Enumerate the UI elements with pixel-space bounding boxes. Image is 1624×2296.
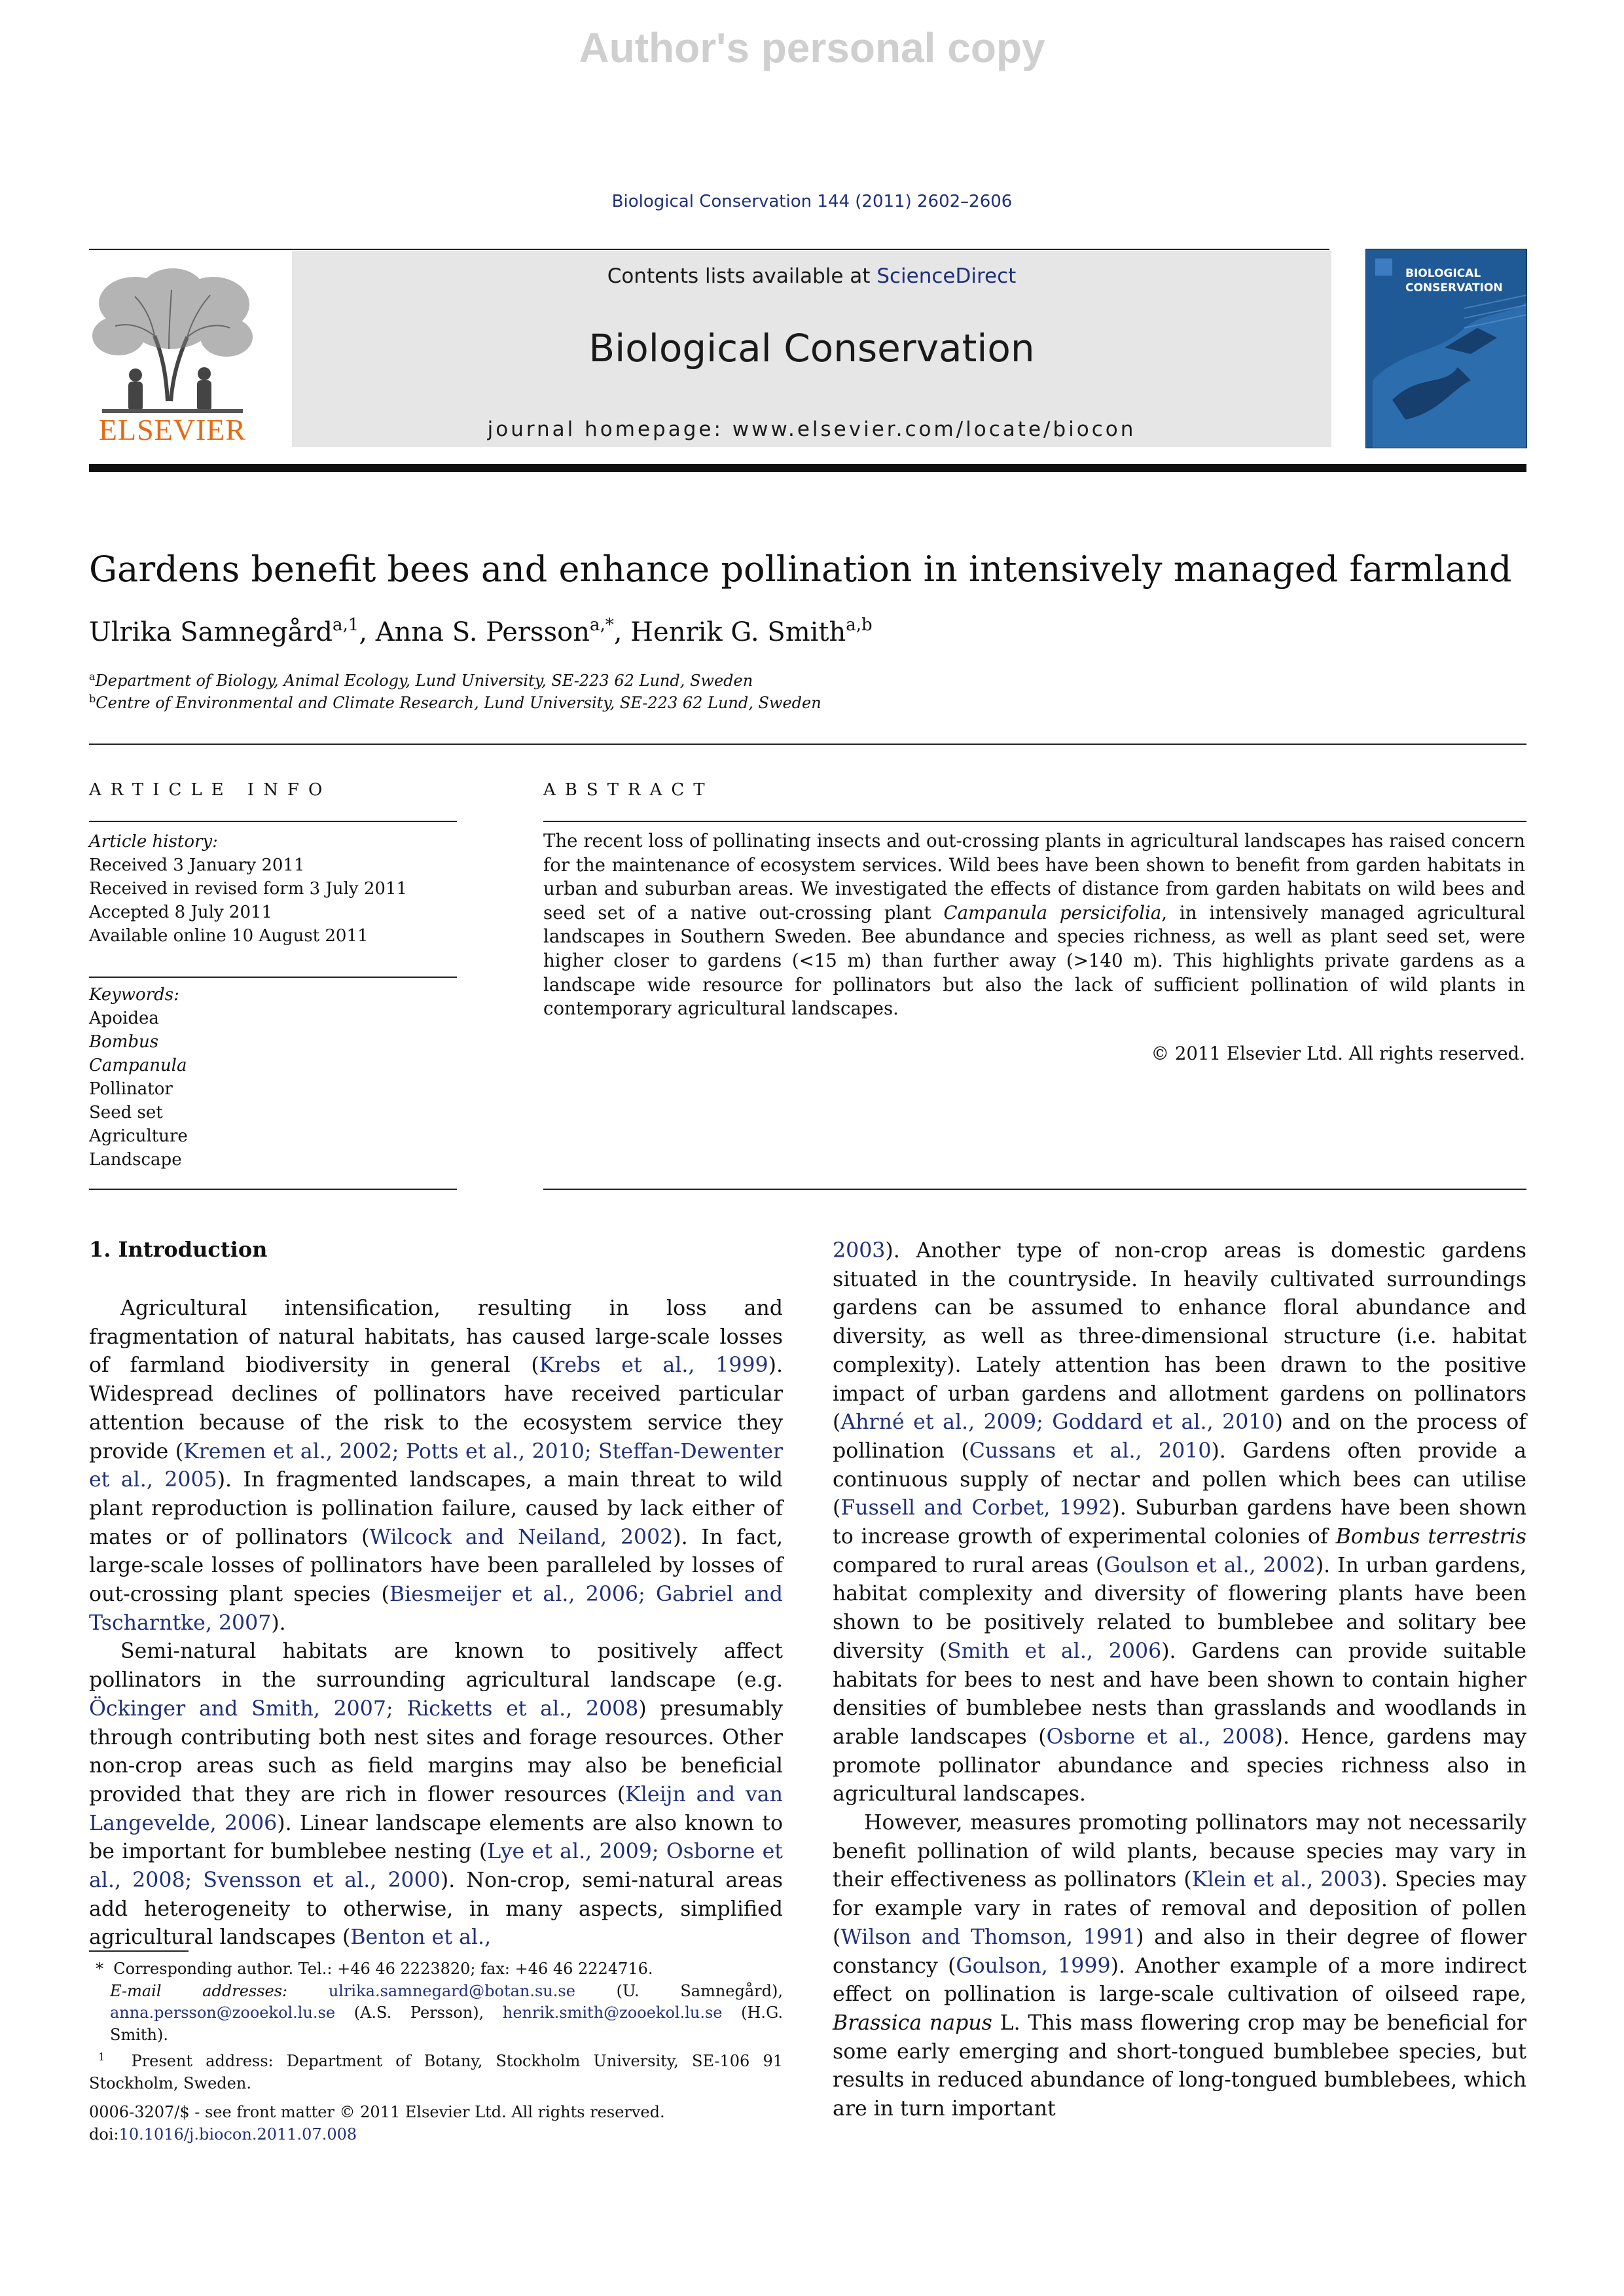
- text-run: Semi-natural habitats are known to positively affect pollinators in the surrounding agricultural landscape (e.g.: [89, 1640, 783, 1693]
- article-history: [89, 830, 407, 948]
- author-name[interactable]: Anna S. Persson: [375, 617, 590, 647]
- author-affiliation-mark[interactable]: a,*: [589, 615, 614, 635]
- email-link[interactable]: henrik.smith@zooekol.lu.se: [502, 2003, 723, 2022]
- paragraph: [89, 1638, 783, 1952]
- history-online: Available online 10 August 2011: [89, 926, 369, 946]
- abstract-heading: ABSTRACT: [543, 780, 714, 800]
- text-run: ). Non-crop, semi-natural areas add heterogeneity to otherwise, in many aspects, simplified agricultural landscapes (: [89, 1869, 784, 1950]
- text-run: L. This mass flowering crop may be beneficial for some early emerging and short-tongued bumblebee species, but results in reduced abundance of long-tongued bumblebees, which are in turn important: [833, 2011, 1526, 2121]
- text-run: ). In fragmented landscapes, a main threat to wild plant reproduction is pollination failure, caused by lack either of mates or of pollinators (: [89, 1468, 783, 1549]
- citation-link[interactable]: Kremen et al., 2002; Potts et al., 2010; Steffan-Dewenter et al., 2005: [89, 1439, 783, 1492]
- paragraph: [833, 1237, 1526, 1809]
- author-separator: ,: [359, 617, 376, 647]
- citation-link[interactable]: Krebs et al., 1999: [539, 1354, 768, 1378]
- abstract-part: , in intensively managed agricultural landscapes in Southern Sweden. Bee abundance and species richness, as well as plant seed set, were higher closer to gardens (<15 m) than further away (>140 m). This highlights private gardens as a landscape wide resource for pollinators but also the lack of sufficient pollination of wild plants in contemporary agricultural landscapes.: [543, 901, 1525, 1020]
- header-thick-rule: [89, 464, 1526, 472]
- contents-line: [292, 264, 1331, 288]
- body-column-right: [833, 1237, 1526, 2124]
- text-run: ). In fact, large-scale losses of pollinators have been paralleled by losses of out-crossing plant species (: [89, 1525, 783, 1607]
- paragraph: [833, 1809, 1526, 2124]
- journal-homepage[interactable]: journal homepage: www.elsevier.com/locate/biocon: [487, 418, 1136, 441]
- footnote-text: Corresponding author. Tel.: +46 46 2223820; fax: +46 46 2224716.: [113, 1960, 653, 1978]
- history-accepted: Accepted 8 July 2011: [89, 903, 273, 922]
- journal-name: Biological Conservation: [588, 326, 1035, 370]
- citation-link[interactable]: Öckinger and Smith, 2007; Ricketts et al., 2008: [89, 1696, 639, 1721]
- history-revised: Received in revised form 3 July 2011: [89, 879, 408, 899]
- text-run: However, measures promoting pollinators may not necessarily benefit pollination of wild plants, because species may vary in their effectiveness as pollinators (: [833, 1811, 1526, 1892]
- text-run: compared to rural areas (: [833, 1553, 1104, 1577]
- paragraph: [89, 1295, 783, 1638]
- text-run: ). Gardens often provide a continuous supply of nectar and pollen which bees can utilise (: [833, 1439, 1527, 1520]
- footnote-rule: [89, 1950, 189, 1952]
- citation-link[interactable]: Cussans et al., 2010: [969, 1439, 1212, 1463]
- text-run: ). Hence, gardens may promote pollinator abundance and species richness also in agricultural landscapes.: [833, 1725, 1526, 1806]
- affiliation-mark: b: [89, 692, 96, 705]
- affiliation-b: [89, 692, 821, 712]
- text-run: ). Species may for example vary in rates of removal and deposition of pollen (: [833, 1868, 1527, 1949]
- affiliation-mark: a: [89, 670, 96, 683]
- keywords-rule: [89, 977, 457, 978]
- affiliation-text: Centre of Environmental and Climate Research, Lund University, SE-223 62 Lund, Sweden: [96, 694, 821, 712]
- species-name: Brassica napus: [833, 2011, 992, 2035]
- citation-link[interactable]: Smith et al., 2006: [947, 1639, 1162, 1663]
- species-name: Bombus terrestris: [1335, 1525, 1526, 1549]
- keyword: Pollinator: [89, 1079, 173, 1099]
- citation-link[interactable]: Wilson and Thomson, 1991: [840, 1925, 1136, 1949]
- text-run: ). Another example of a more indirect effect on pollination is large-scale cultivation of oilseed rape,: [833, 1954, 1526, 2007]
- doi-prefix: doi:: [89, 2125, 119, 2144]
- footnote-mark: 1: [98, 2051, 105, 2063]
- citation-link[interactable]: 2003: [833, 1239, 886, 1263]
- citation-link[interactable]: Klein et al., 2003: [1191, 1868, 1373, 1892]
- keyword: Apoidea: [89, 1009, 159, 1028]
- abstract-copyright: © 2011 Elsevier Ltd. All rights reserved.: [1151, 1043, 1525, 1064]
- citation-link[interactable]: Goulson, 1999: [956, 1954, 1111, 1978]
- keyword: Seed set: [89, 1103, 163, 1122]
- email-owner: (A.S. Persson),: [335, 2003, 503, 2022]
- footnote-mark: *: [96, 1960, 103, 1978]
- abstract-part: The recent loss of pollinating insects and out-crossing plants in agricultural landscapes has raised concern for the maintenance of ecosystem services. Wild bees have been shown to benefit from garden habitats in urban and suburban areas. We investigated the effects of distance from garden habitats on wild bees and seed set of a native out-crossing plant: [543, 830, 1525, 924]
- title-block-rule: [89, 744, 1526, 745]
- text-run: ). Gardens can provide suitable habitats for bees to nest and have been shown to contain higher densities of bumblebee nests than grasslands and woodlands in arable landscapes (: [833, 1639, 1526, 1749]
- citation-link[interactable]: Wilcock and Neiland, 2002: [369, 1525, 674, 1549]
- doi-line: [89, 2123, 783, 2145]
- text-run: ). Linear landscape elements are also known to be important for bumblebee nesting (: [89, 1811, 783, 1864]
- author-name[interactable]: Henrik G. Smith: [630, 617, 846, 647]
- header-rule: [89, 249, 1329, 250]
- author-list: [89, 615, 873, 647]
- email-link[interactable]: anna.persson@zooekol.lu.se: [110, 2003, 336, 2022]
- keyword: Landscape: [89, 1150, 182, 1170]
- history-received: Received 3 January 2011: [89, 855, 305, 875]
- footnote-corresponding: [89, 1958, 783, 1981]
- text-run: ). Widespread declines of pollinators have received particular attention because of the risk to the ecosystem service they provide (: [89, 1354, 784, 1463]
- body-column-left: [89, 1295, 783, 1952]
- footnote-present-address: [89, 2046, 783, 2094]
- article-info-heading: ARTICLE INFO: [89, 780, 332, 800]
- journal-cover-thumbnail: [1365, 249, 1527, 448]
- abstract-species: Campanula persicifolia: [943, 901, 1162, 924]
- email-owner: (H.G. Smith).: [110, 2003, 784, 2044]
- section-heading-introduction: 1. Introduction: [89, 1237, 268, 1262]
- citation-link[interactable]: Biesmeijer et al., 2006; Gabriel and Tscharntke, 2007: [89, 1583, 784, 1635]
- abstract-text: [543, 829, 1525, 1021]
- citation-link[interactable]: Ahrné et al., 2009; Goddard et al., 2010: [840, 1410, 1275, 1435]
- elsevier-wordmark: ELSEVIER: [98, 413, 247, 446]
- watermark: Author's personal copy: [579, 24, 1045, 71]
- citation-link[interactable]: Osborne et al., 2008: [1046, 1725, 1275, 1749]
- abstract-rule: [543, 821, 1526, 822]
- email-label: E-mail addresses:: [110, 1981, 288, 2000]
- doi-link[interactable]: 10.1016/j.biocon.2011.07.008: [118, 2125, 357, 2144]
- footnotes: [89, 1958, 783, 2094]
- article-info-rule: [89, 821, 457, 822]
- citation-link[interactable]: Goulson et al., 2002: [1104, 1553, 1316, 1577]
- keyword: Agriculture: [89, 1126, 188, 1146]
- author-affiliation-mark[interactable]: a,1: [333, 615, 359, 635]
- abstract-bottom-rule: [543, 1189, 1526, 1190]
- author-affiliation-mark[interactable]: a,b: [846, 615, 873, 635]
- keyword: Bombus: [89, 1032, 159, 1052]
- article-title: Gardens benefit bees and enhance pollination in intensively managed farmland: [89, 548, 1512, 590]
- footnote-text: Present address: Department of Botany, Stockholm University, SE-106 91 Stockholm, Sweden.: [89, 2052, 783, 2092]
- issn-line: 0006-3207/$ - see front matter © 2011 Elsevier Ltd. All rights reserved.: [89, 2103, 665, 2121]
- text-run: ). Another type of non-crop areas is domestic gardens situated in the countryside. In heavily cultivated surroundings gardens can be assumed to enhance floral abundance and diversity, as well as three-dimensional structure (i.e. habitat complexity). Lately attention has been drawn to the positive impact of urban gardens and allotment gardens on pollinators (: [833, 1239, 1526, 1435]
- citation-link[interactable]: Lye et al., 2009; Osborne et al., 2008; Svensson et al., 2000: [89, 1840, 783, 1893]
- sciencedirect-link[interactable]: ScienceDirect: [876, 264, 1017, 288]
- text-run: ).: [271, 1611, 286, 1635]
- author-name[interactable]: Ulrika Samnegård: [89, 617, 333, 647]
- keywords-list: [89, 983, 188, 1172]
- journal-citation-link[interactable]: Biological Conservation 144 (2011) 2602–2606: [611, 192, 1013, 211]
- email-link[interactable]: ulrika.samnegard@botan.su.se: [328, 1981, 575, 2000]
- author-separator: ,: [613, 617, 631, 647]
- article-history-label: Article history:: [89, 832, 218, 852]
- text-run: ). Suburban gardens have been shown to increase growth of experimental colonies of: [833, 1496, 1526, 1549]
- footnote-emails: [89, 1981, 783, 2047]
- affiliation-a: [89, 670, 753, 690]
- affiliation-text: Department of Biology, Animal Ecology, Lund University, SE-223 62 Lund, Sweden: [95, 672, 753, 690]
- citation-link[interactable]: Benton et al.,: [350, 1926, 492, 1950]
- text-run: ). In urban gardens, habitat complexity and diversity of flowering plants have been shown to be positively related to bumblebee and solitary bee diversity (: [833, 1553, 1526, 1663]
- citation-link[interactable]: Kleijn and van Langevelde, 2006: [89, 1782, 783, 1835]
- text-run: ) and also in their degree of flower constancy (: [833, 1925, 1526, 1978]
- article-info-bottom-rule: [89, 1189, 457, 1190]
- keywords-label: Keywords:: [89, 985, 179, 1005]
- text-run: ) presumably through contributing both nest sites and forage resources. Other non-crop areas such as field margins may also be beneficial provided that they are rich in flower resources (: [89, 1696, 783, 1806]
- cover-title: BIOLOGICAL CONSERVATION: [1405, 267, 1503, 295]
- citation-link[interactable]: Fussell and Corbet, 1992: [840, 1496, 1112, 1520]
- text-run: Agricultural intensification, resulting in loss and fragmentation of natural habitats, has caused large-scale losses of farmland biodiversity in general (: [89, 1297, 783, 1378]
- contents-prefix: Contents lists available at: [607, 264, 877, 288]
- text-run: ) and on the process of pollination (: [833, 1410, 1526, 1463]
- front-matter: [89, 2101, 783, 2145]
- email-owner: (U. Samnegård),: [575, 1981, 783, 2000]
- keyword: Campanula: [89, 1056, 187, 1075]
